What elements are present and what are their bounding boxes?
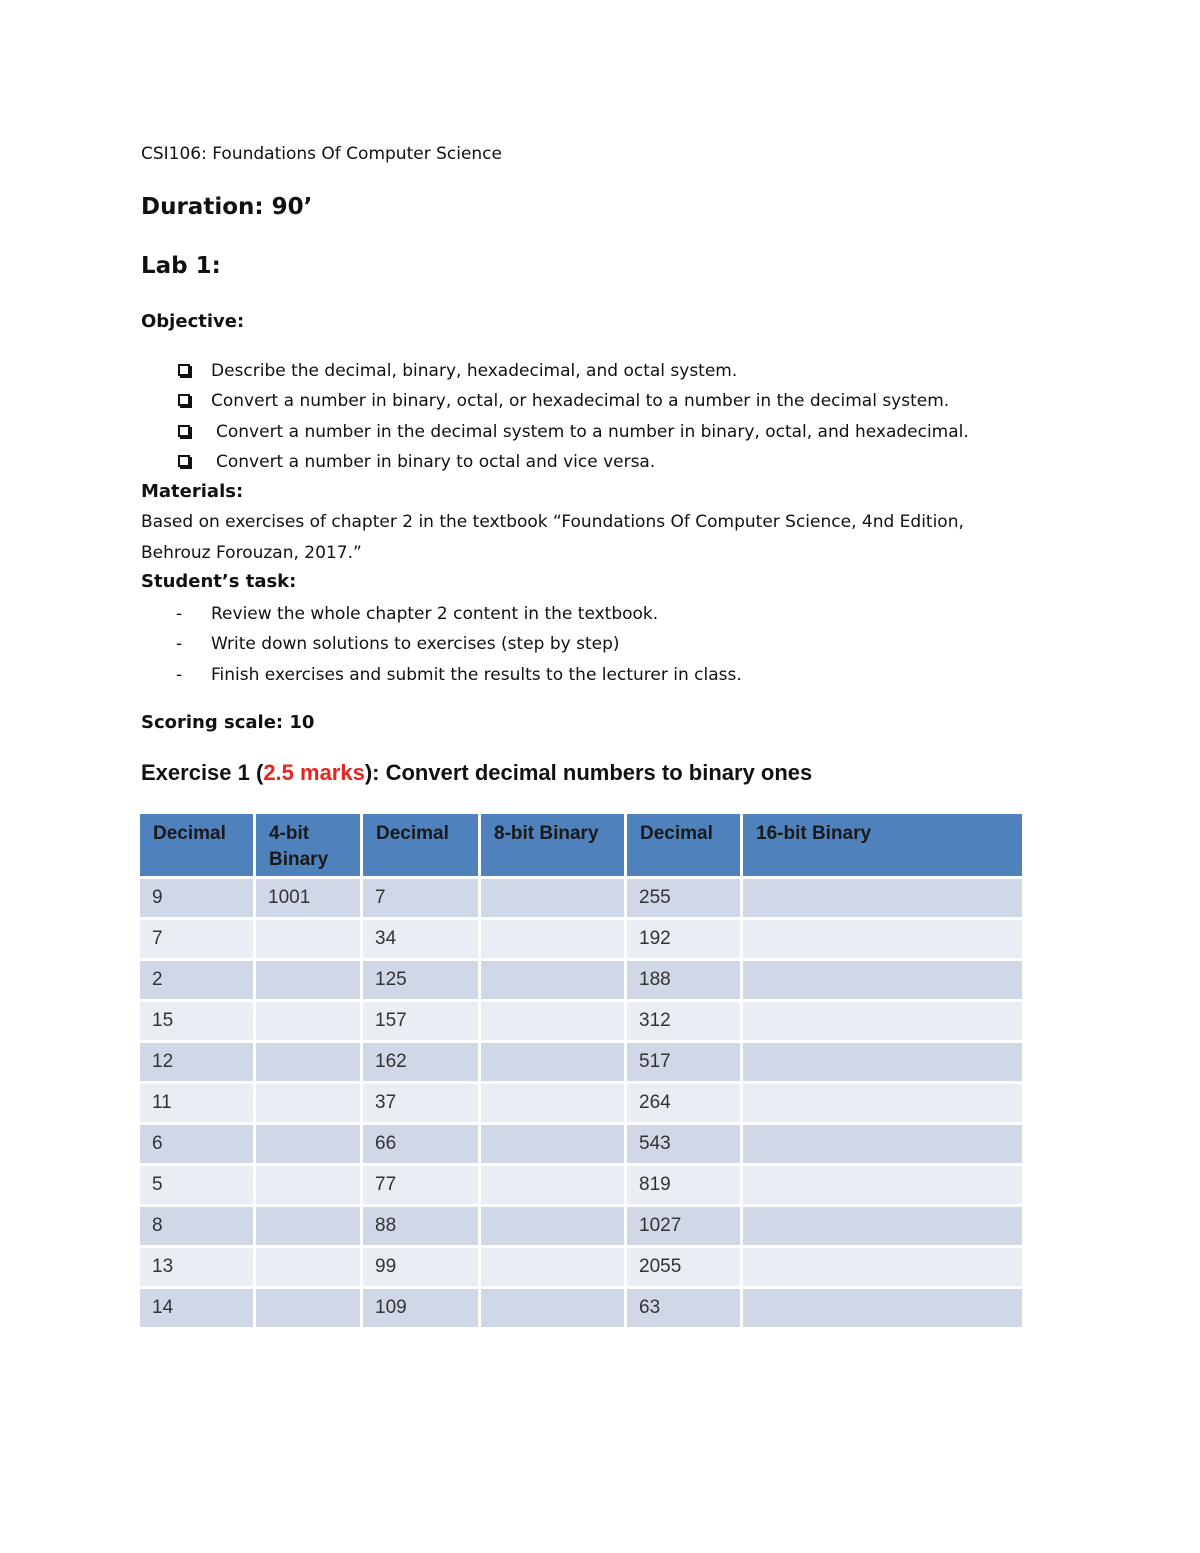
table-row <box>140 1002 1022 1040</box>
table-row <box>140 1248 1022 1286</box>
materials-text-line2: Behrouz Forouzan, 2017.” <box>141 543 362 563</box>
decimal-cell: 264 <box>627 1084 740 1122</box>
checkbox-bullet-icon <box>178 394 190 406</box>
binary-4bit-cell <box>256 961 360 999</box>
binary-16bit-cell <box>743 920 1022 958</box>
decimal-cell: 88 <box>363 1207 478 1245</box>
decimal-cell: 2 <box>140 961 253 999</box>
header-8bit-binary: 8-bit Binary <box>481 814 624 876</box>
table-row <box>140 961 1022 999</box>
header-decimal: Decimal <box>140 814 253 876</box>
table-row <box>140 1043 1022 1081</box>
dash-bullet: - <box>176 604 183 624</box>
lab-heading: Lab 1: <box>141 253 221 279</box>
decimal-cell: 34 <box>363 920 478 958</box>
binary-16bit-cell <box>743 1043 1022 1081</box>
binary-4bit-cell <box>256 1084 360 1122</box>
scoring-scale: Scoring scale: 10 <box>141 712 315 733</box>
binary-16bit-cell <box>743 1207 1022 1245</box>
decimal-cell: 2055 <box>627 1248 740 1286</box>
table-row <box>140 920 1022 958</box>
duration-heading: Duration: 90’ <box>141 194 313 220</box>
binary-8bit-cell <box>481 961 624 999</box>
binary-16bit-cell <box>743 1166 1022 1204</box>
decimal-cell: 12 <box>140 1043 253 1081</box>
decimal-cell: 255 <box>627 879 740 917</box>
binary-16bit-cell <box>743 1289 1022 1327</box>
decimal-cell: 99 <box>363 1248 478 1286</box>
binary-8bit-cell <box>481 1043 624 1081</box>
decimal-cell: 13 <box>140 1248 253 1286</box>
decimal-cell: 6 <box>140 1125 253 1163</box>
binary-4bit-cell <box>256 1207 360 1245</box>
decimal-cell: 66 <box>363 1125 478 1163</box>
objective-heading: Objective: <box>141 311 245 332</box>
decimal-cell: 157 <box>363 1002 478 1040</box>
decimal-cell: 9 <box>140 879 253 917</box>
task-item: Write down solutions to exercises (step by step) <box>211 634 620 654</box>
decimal-cell: 63 <box>627 1289 740 1327</box>
exercise-title-suffix: ): Convert decimal numbers to binary ones <box>364 760 813 785</box>
table-header-row <box>140 814 1022 876</box>
binary-4bit-cell <box>256 1248 360 1286</box>
header-4bit-binary: 4-bit Binary <box>256 814 360 876</box>
checkbox-bullet-icon <box>178 425 190 437</box>
checkbox-bullet-icon <box>178 364 190 376</box>
decimal-cell: 188 <box>627 961 740 999</box>
materials-text-line1: Based on exercises of chapter 2 in the textbook “Foundations Of Computer Science, 4nd Edition, <box>141 512 964 532</box>
binary-16bit-cell <box>743 879 1022 917</box>
header-decimal: Decimal <box>627 814 740 876</box>
exercise-title <box>141 760 812 786</box>
decimal-cell: 819 <box>627 1166 740 1204</box>
checkbox-bullet-icon <box>178 455 190 467</box>
binary-4bit-cell <box>256 1166 360 1204</box>
materials-heading: Materials: <box>141 481 244 502</box>
dash-bullet: - <box>176 665 183 685</box>
binary-4bit-cell <box>256 1125 360 1163</box>
binary-16bit-cell <box>743 961 1022 999</box>
decimal-cell: 15 <box>140 1002 253 1040</box>
table-row <box>140 879 1022 917</box>
table-row <box>140 1166 1022 1204</box>
objective-item: Convert a number in the decimal system to a number in binary, octal, and hexadecimal. <box>216 422 969 442</box>
table-row <box>140 1084 1022 1122</box>
binary-16bit-cell <box>743 1248 1022 1286</box>
binary-16bit-cell <box>743 1002 1022 1040</box>
binary-16bit-cell <box>743 1084 1022 1122</box>
table-row <box>140 1207 1022 1245</box>
table-row <box>140 1289 1022 1327</box>
exercise-marks: 2.5 marks <box>263 760 365 785</box>
binary-16bit-cell <box>743 1125 1022 1163</box>
binary-4bit-cell <box>256 1043 360 1081</box>
binary-8bit-cell <box>481 920 624 958</box>
exercise-title-prefix: Exercise 1 ( <box>141 760 264 785</box>
decimal-cell: 14 <box>140 1289 253 1327</box>
binary-8bit-cell <box>481 1002 624 1040</box>
decimal-cell: 517 <box>627 1043 740 1081</box>
decimal-cell: 125 <box>363 961 478 999</box>
course-title: CSI106: Foundations Of Computer Science <box>141 144 502 164</box>
decimal-cell: 37 <box>363 1084 478 1122</box>
binary-4bit-cell <box>256 1289 360 1327</box>
decimal-cell: 5 <box>140 1166 253 1204</box>
decimal-cell: 11 <box>140 1084 253 1122</box>
decimal-cell: 77 <box>363 1166 478 1204</box>
header-16bit-binary: 16-bit Binary <box>743 814 1022 876</box>
table-row <box>140 1125 1022 1163</box>
binary-8bit-cell <box>481 1207 624 1245</box>
binary-4bit-cell <box>256 1002 360 1040</box>
objective-item: Convert a number in binary, octal, or hexadecimal to a number in the decimal system. <box>211 391 950 411</box>
task-item: Finish exercises and submit the results to the lecturer in class. <box>211 665 742 685</box>
decimal-cell: 192 <box>627 920 740 958</box>
dash-bullet: - <box>176 634 183 654</box>
decimal-cell: 8 <box>140 1207 253 1245</box>
binary-4bit-cell: 1001 <box>256 879 360 917</box>
decimal-cell: 162 <box>363 1043 478 1081</box>
binary-8bit-cell <box>481 1125 624 1163</box>
objective-item: Convert a number in binary to octal and vice versa. <box>216 452 656 472</box>
binary-8bit-cell <box>481 1248 624 1286</box>
decimal-cell: 109 <box>363 1289 478 1327</box>
binary-8bit-cell <box>481 879 624 917</box>
conversion-table <box>137 811 1025 1330</box>
decimal-cell: 7 <box>363 879 478 917</box>
objective-item: Describe the decimal, binary, hexadecimal, and octal system. <box>211 361 738 381</box>
student-task-heading: Student’s task: <box>141 571 297 592</box>
binary-4bit-cell <box>256 920 360 958</box>
header-decimal: Decimal <box>363 814 478 876</box>
decimal-cell: 1027 <box>627 1207 740 1245</box>
binary-8bit-cell <box>481 1084 624 1122</box>
decimal-cell: 7 <box>140 920 253 958</box>
task-item: Review the whole chapter 2 content in the textbook. <box>211 604 659 624</box>
binary-8bit-cell <box>481 1166 624 1204</box>
decimal-cell: 312 <box>627 1002 740 1040</box>
decimal-cell: 543 <box>627 1125 740 1163</box>
binary-8bit-cell <box>481 1289 624 1327</box>
